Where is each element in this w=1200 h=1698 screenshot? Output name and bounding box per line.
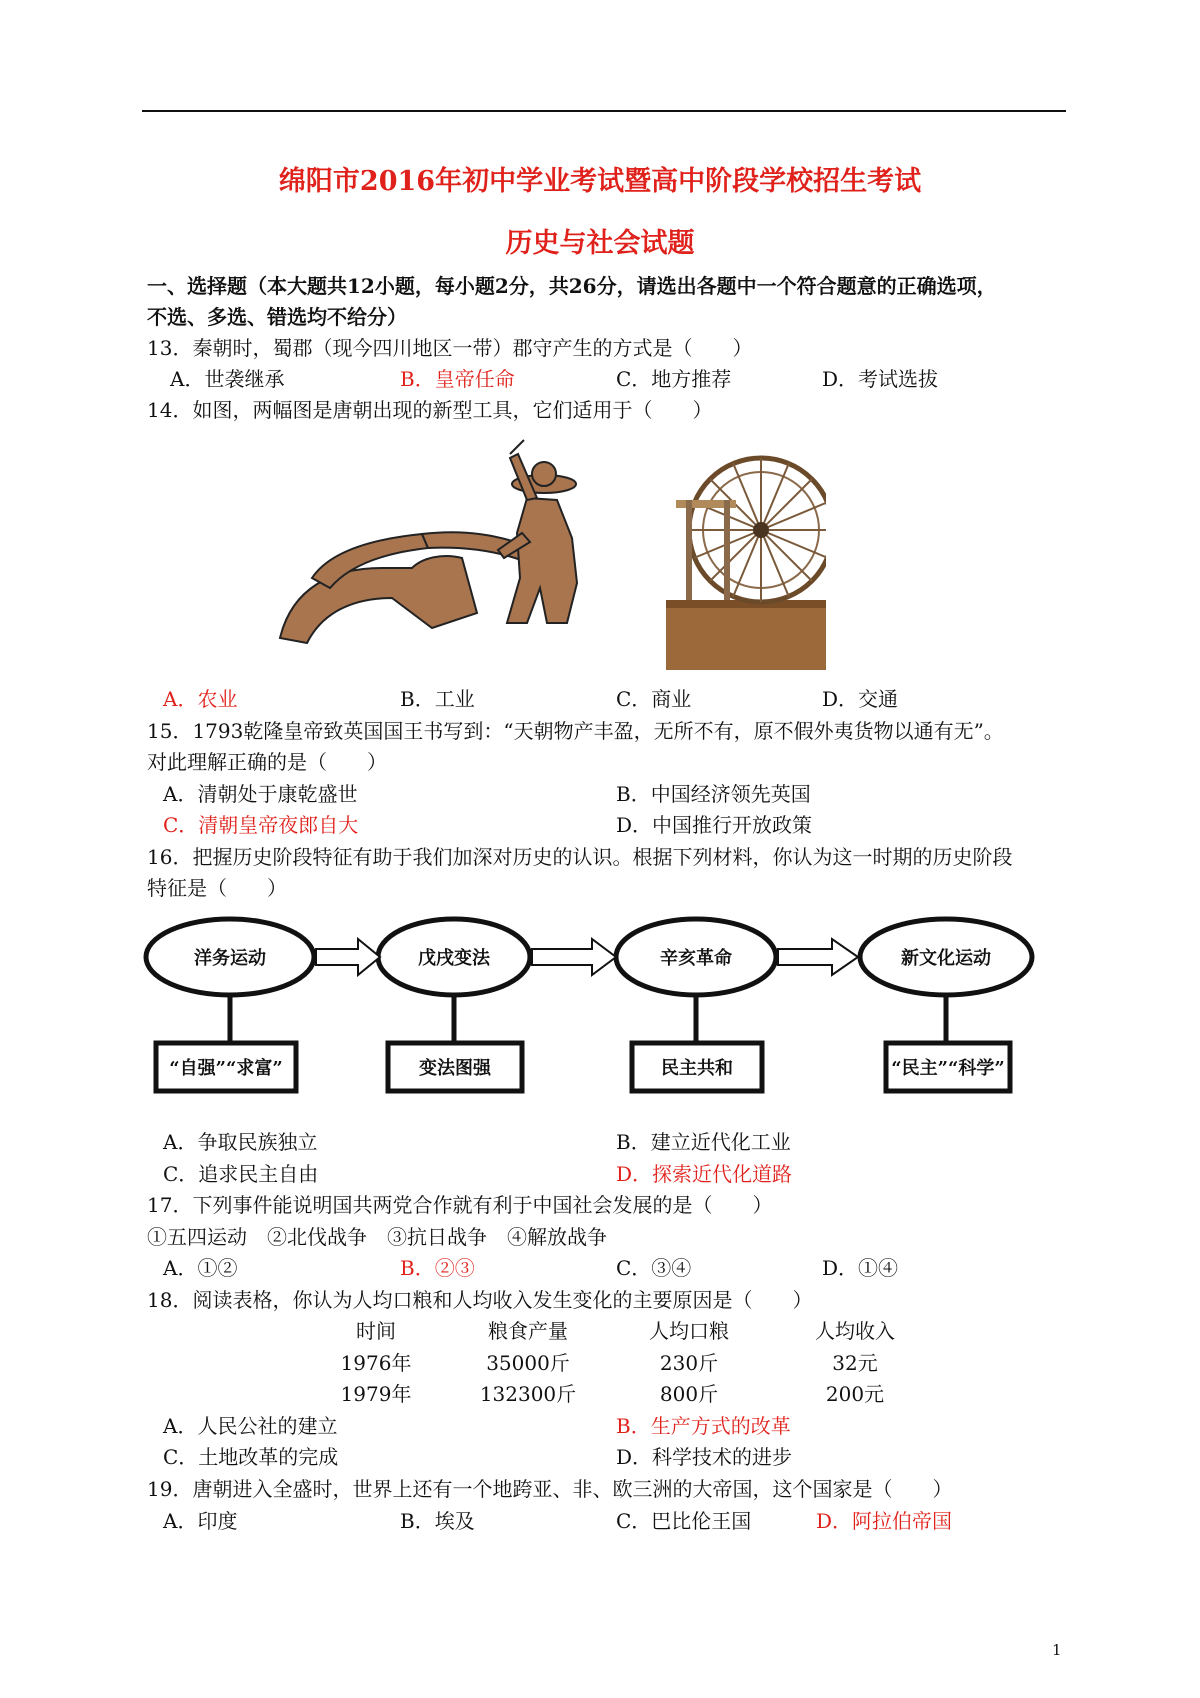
q13-option-a: A．世袭继承 (170, 367, 285, 391)
event-yangwu: 洋务运动 (194, 948, 266, 969)
table-cell: 132300斤 (479, 1382, 577, 1406)
q16-option-a: A．争取民族独立 (163, 1130, 318, 1154)
q16-option-b: B．建立近代化工业 (616, 1130, 791, 1154)
q15-stem-line1: 15．1793乾隆皇帝致英国国王书写到：“天朝物产丰盈，无所不有，原不假外夷货物以通有无”。 (147, 719, 1004, 743)
q13-option-c: C．地方推荐 (616, 367, 732, 391)
q17-option-a: A．①② (163, 1256, 238, 1280)
table-cell: 35000斤 (486, 1351, 570, 1375)
arrow (778, 939, 858, 975)
q16-stem-line2: 特征是（ ） (147, 876, 287, 900)
table-header: 时间 (356, 1319, 396, 1343)
table-cell: 230斤 (659, 1351, 719, 1375)
q19-stem: 19．唐朝进入全盛时，世界上还有一个地跨亚、非、欧三洲的大帝国，这个国家是（ ） (147, 1477, 953, 1501)
plowing-farmer-illustration (272, 438, 632, 668)
water-wheel-photo (666, 440, 826, 670)
table-cell: 800斤 (659, 1382, 719, 1406)
table-cell: 1979年 (340, 1382, 412, 1406)
q18-option-a: A．人民公社的建立 (163, 1414, 338, 1438)
q16-option-d: D．探索近代化道路 (616, 1162, 793, 1186)
q14-option-d: D．交通 (822, 687, 899, 711)
q16-option-c: C．追求民主自由 (163, 1162, 319, 1186)
q13-option-b: B．皇帝任命 (400, 367, 515, 391)
event-wuxu: 戊戌变法 (418, 948, 490, 969)
section-instruction-line1: 一、选择题（本大题共12小题，每小题2分，共26分，请选出各题中一个符合题意的正确选项， (147, 274, 997, 298)
table-header: 人均收入 (815, 1319, 895, 1343)
q16-stem-line1: 16．把握历史阶段特征有助于我们加深对历史的认识。根据下列材料，你认为这一时期的历史阶段 (147, 845, 1013, 869)
goal-xinhai: 民主共和 (661, 1058, 733, 1079)
goal-wuxu: 变法图强 (419, 1058, 491, 1079)
q18-option-b: B．生产方式的改革 (616, 1414, 791, 1438)
q13-option-d: D．考试选拔 (822, 367, 939, 391)
goal-yangwu: “自强”“求富” (169, 1058, 283, 1079)
q14-option-a: A．农业 (163, 687, 238, 711)
table-cell: 200元 (825, 1382, 885, 1406)
q17-stem: 17．下列事件能说明国共两党合作就有利于中国社会发展的是（ ） (147, 1193, 773, 1217)
q13-stem: 13．秦朝时，蜀郡（现今四川地区一带）郡守产生的方式是（ ） (147, 336, 753, 360)
q15-option-c: C．清朝皇帝夜郎自大 (163, 813, 359, 837)
section-instruction-line2: 不选、多选、错选均不给分） (147, 305, 407, 329)
q18-option-c: C．土地改革的完成 (163, 1445, 339, 1469)
q17-option-b: B．②③ (400, 1256, 475, 1280)
table-header: 人均口粮 (649, 1319, 729, 1343)
table-cell: 1976年 (340, 1351, 412, 1375)
q18-stem: 18．阅读表格，你认为人均口粮和人均收入发生变化的主要原因是（ ） (147, 1288, 813, 1312)
exam-subtitle: 历史与社会试题 (505, 228, 695, 259)
arrow (316, 939, 380, 975)
page-number: 1 (1052, 1641, 1062, 1659)
q14-stem: 14．如图，两幅图是唐朝出现的新型工具，它们适用于（ ） (147, 398, 713, 422)
exam-title: 绵阳市2016年初中学业考试暨高中阶段学校招生考试 (278, 166, 922, 197)
q19-option-c: C．巴比伦王国 (616, 1509, 752, 1533)
q15-stem-line2: 对此理解正确的是（ ） (147, 750, 387, 774)
q17-items: ①五四运动 ②北伐战争 ③抗日战争 ④解放战争 (147, 1225, 607, 1249)
q18-option-d: D．科学技术的进步 (616, 1445, 793, 1469)
q19-option-d: D．阿拉伯帝国 (816, 1509, 953, 1533)
event-new-culture: 新文化运动 (901, 948, 991, 969)
event-xinhai: 辛亥革命 (660, 948, 732, 969)
q15-option-a: A．清朝处于康乾盛世 (163, 782, 358, 806)
arrow (532, 939, 616, 975)
table-cell: 32元 (832, 1351, 878, 1375)
table-header: 粮食产量 (488, 1319, 568, 1343)
q15-option-d: D．中国推行开放政策 (616, 813, 813, 837)
q17-option-c: C．③④ (616, 1256, 692, 1280)
goal-new-culture: “民主”“科学” (891, 1058, 1005, 1079)
q15-option-b: B．中国经济领先英国 (616, 782, 811, 806)
history-stage-diagram (140, 915, 1070, 1105)
q17-option-d: D．①④ (822, 1256, 899, 1280)
top-rule (142, 110, 1066, 112)
q19-option-b: B．埃及 (400, 1509, 475, 1533)
q14-option-b: B．工业 (400, 687, 475, 711)
q19-option-a: A．印度 (163, 1509, 238, 1533)
q14-option-c: C．商业 (616, 687, 692, 711)
